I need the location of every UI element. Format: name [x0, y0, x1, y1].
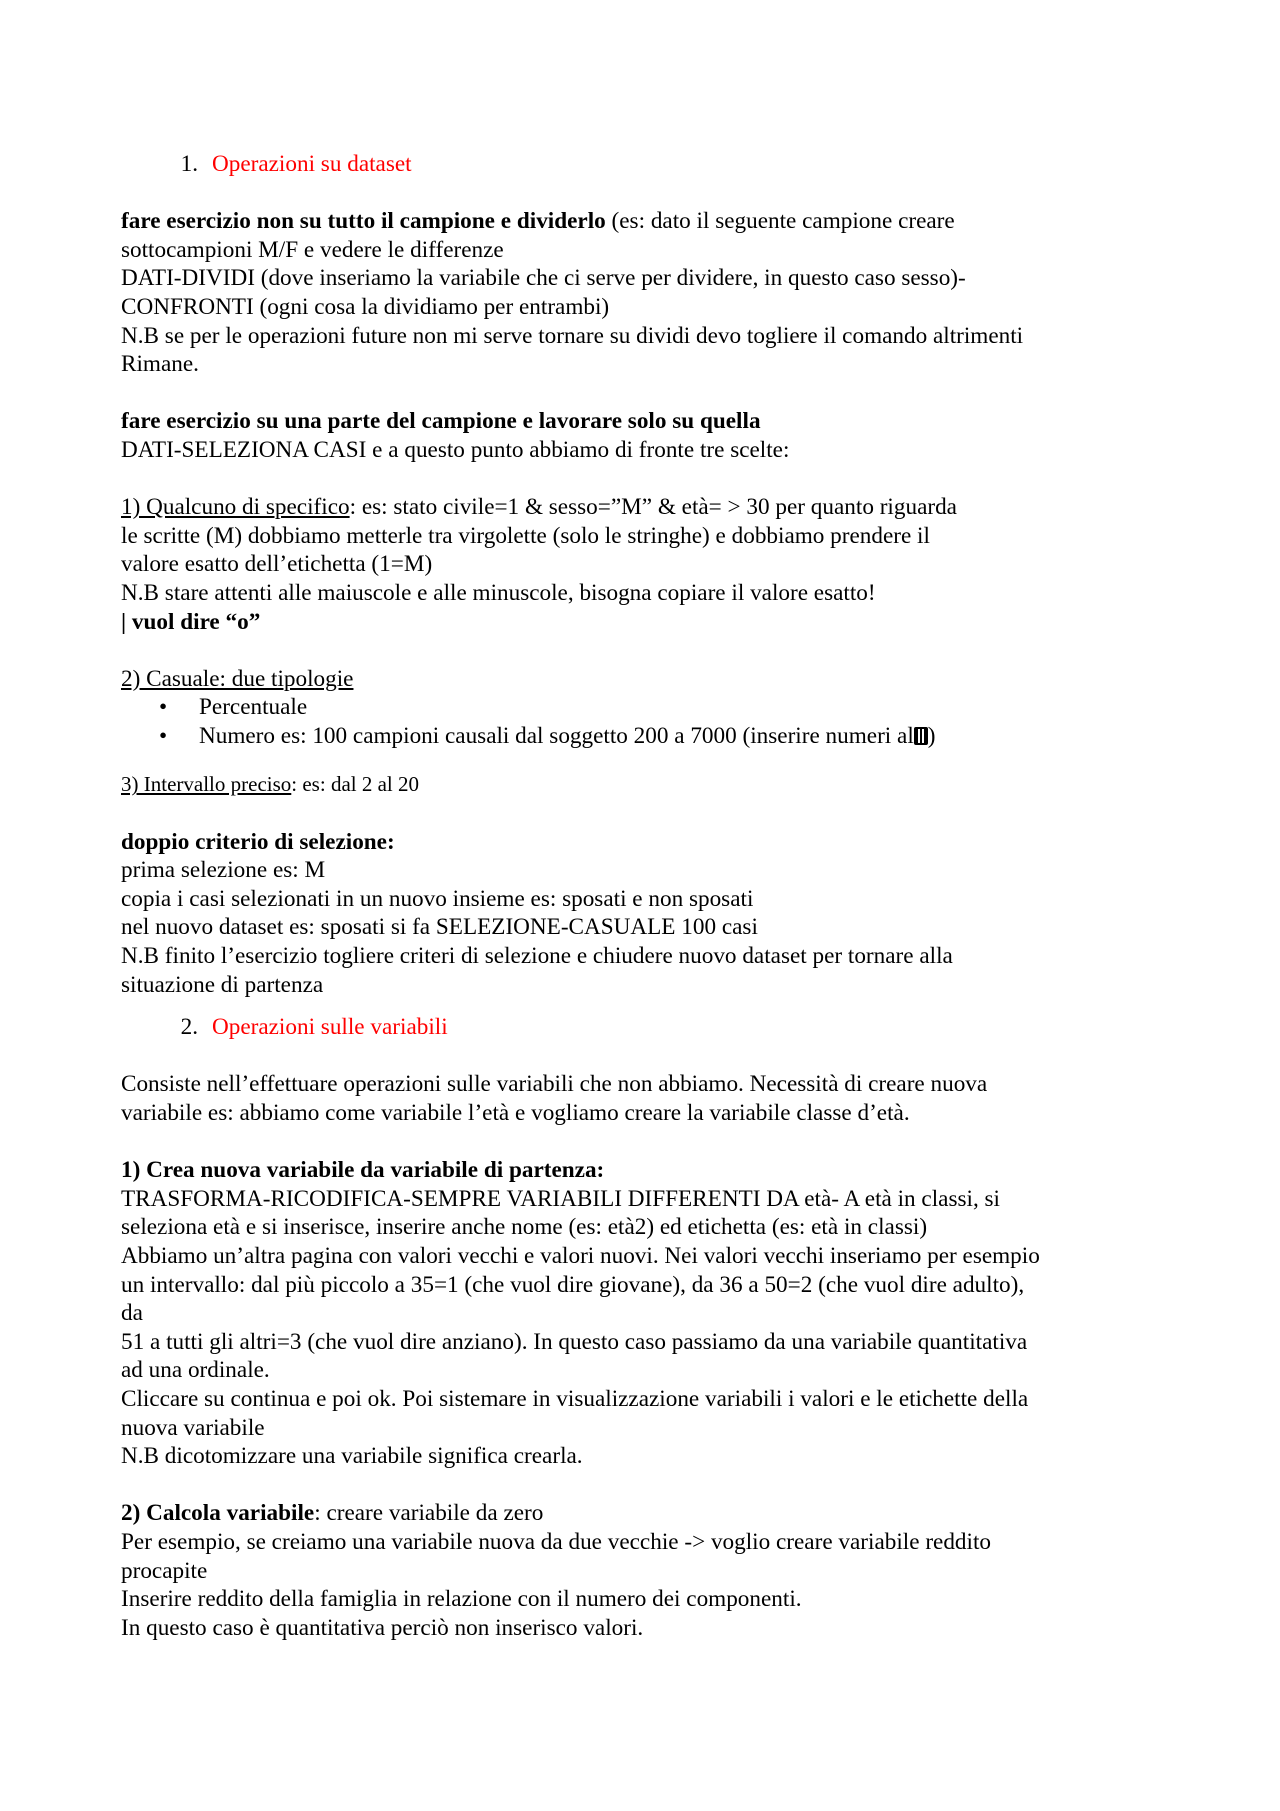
section-title: Operazioni sulle variabili [212, 1014, 448, 1041]
paragraph-line: procapite [121, 1557, 208, 1584]
paragraph-line [121, 764, 1161, 799]
option-label: 1) Qualcuno di specifico [121, 494, 350, 521]
text: ) [927, 722, 936, 749]
text: Numero es: 100 campioni causali dal soggetto 200 a 7000 (inserire numeri al [199, 722, 914, 749]
paragraph-line: TRASFORMA-RICODIFICA-SEMPRE VARIABILI DIFFERENTI DA età- A età in classi, si [121, 1185, 1001, 1212]
bullet-symbol: • [159, 722, 168, 749]
paragraph-line: valore esatto dell’etichetta (1=M) [121, 551, 433, 578]
spacer [121, 1471, 1161, 1500]
text: : es: stato civile=1 & sesso=”M” & età= > 30 per quanto riguarda [349, 494, 957, 521]
bold-lead: doppio criterio di selezione: [121, 828, 395, 855]
section-title: Operazioni su dataset [212, 151, 412, 177]
paragraph-line: 51 a tutti gli altri=3 (che vuol dire anziano). In questo caso passiamo da una variabile quantitativa [121, 1328, 1028, 1355]
paragraph-line: Cliccare su continua e poi ok. Poi sistemare in visualizzazione variabili i valori e le etichette della [121, 1385, 1029, 1412]
paragraph-line [121, 665, 1161, 694]
paragraph-line: situazione di partenza [121, 971, 324, 998]
spacer [121, 750, 1161, 764]
paragraph-line: CONFRONTI (ogni cosa la dividiamo per entrambi) [121, 293, 610, 320]
spacer [121, 1128, 1161, 1157]
bold-lead: fare esercizio su una parte del campione e lavorare solo su quella [121, 408, 761, 435]
section-number: 2. [180, 1014, 198, 1041]
paragraph-line: copia i casi selezionati in un nuovo insieme es: sposati e non sposati [121, 885, 754, 912]
paragraph-line: Inserire reddito della famiglia in relazione con il numero dei componenti. [121, 1586, 802, 1613]
section-number: 1. [180, 151, 198, 177]
paragraph-line: prima selezione es: M [121, 857, 326, 884]
list-item [121, 693, 1161, 722]
paragraph-line: sottocampioni M/F e vedere le differenze [121, 236, 504, 263]
paragraph-line: seleziona età e si inserisce, inserire anche nome (es: età2) ed etichetta (es: età in classi) [121, 1214, 928, 1241]
text: : creare variabile da zero [314, 1500, 544, 1527]
list-item-text [161, 722, 936, 751]
paragraph-line: N.B se per le operazioni future non mi serve tornare su dividi devo togliere il comando altrimenti [121, 322, 1024, 349]
list-item-text: Percentuale [199, 694, 308, 721]
section-heading-1 [121, 150, 1161, 179]
paragraph-line: nuova variabile [121, 1414, 265, 1441]
paragraph-line: le scritte (M) dobbiamo metterle tra virgolette (solo le stringhe) e dobbiamo prendere il [121, 522, 930, 549]
paragraph-line: N.B finito l’esercizio togliere criteri di selezione e chiudere nuovo dataset per tornare alla [121, 943, 953, 970]
section-heading-2 [121, 1013, 1161, 1042]
text: (es: dato il seguente campione creare [605, 208, 955, 235]
spacer [121, 636, 1161, 665]
bold-lead: fare esercizio non su tutto il campione e dividerlo [121, 208, 606, 235]
spacer [121, 465, 1161, 494]
spacer [121, 1042, 1161, 1071]
paragraph-line: nel nuovo dataset es: sposati si fa SELEZIONE-CASUALE 100 casi [121, 914, 758, 941]
option-label: 2) Casuale: due tipologie [121, 665, 354, 692]
bullet-symbol: • [159, 694, 168, 721]
list-item [121, 722, 1161, 751]
paragraph-line: Rimane. [121, 351, 199, 378]
paragraph-line: variabile es: abbiamo come variabile l’età e vogliamo creare la variabile classe d’età. [121, 1100, 910, 1126]
paragraph-line: da [121, 1300, 143, 1327]
spacer [121, 179, 1161, 208]
paragraph-line: DATI-SELEZIONA CASI e a questo punto abbiamo di fronte tre scelte: [121, 436, 790, 463]
paragraph-line: N.B dicotomizzare una variabile significa crearla. [121, 1443, 583, 1470]
document-page [121, 150, 1161, 1642]
paragraph-line: un intervallo: dal più piccolo a 35=1 (che vuol dire giovane), da 36 a 50=2 (che vuol dire adulto), [121, 1271, 1025, 1298]
paragraph-line [121, 1499, 1161, 1528]
spacer [121, 379, 1161, 408]
bold-lead: 1) Crea nuova variabile da variabile di partenza: [121, 1157, 605, 1184]
paragraph-line [121, 207, 1161, 236]
paragraph-line: ad una ordinale. [121, 1357, 270, 1384]
phone-icon [914, 727, 928, 745]
paragraph-line: Consiste nell’effettuare operazioni sulle variabili che non abbiamo. Necessità di creare nuova [121, 1071, 988, 1098]
bold-note: | vuol dire “o” [121, 608, 261, 635]
text: : es: dal 2 al 20 [291, 772, 420, 797]
spacer [121, 999, 1161, 1013]
paragraph-line: DATI-DIVIDI (dove inseriamo la variabile che ci serve per dividere, in questo caso sesso)- [121, 265, 966, 292]
paragraph-line: Abbiamo un’altra pagina con valori vecchi e valori nuovi. Nei valori vecchi inseriamo per esempio [121, 1242, 1040, 1269]
bold-lead: 2) Calcola variabile [121, 1500, 315, 1527]
paragraph-line: In questo caso è quantitativa perciò non inserisco valori. [121, 1614, 644, 1641]
spacer [121, 799, 1161, 828]
paragraph-line: N.B stare attenti alle maiuscole e alle minuscole, bisogna copiare il valore esatto! [121, 579, 876, 606]
option-label: 3) Intervallo preciso [121, 772, 292, 797]
paragraph-line: Per esempio, se creiamo una variabile nuova da due vecchie -> voglio creare variabile reddito [121, 1528, 991, 1555]
paragraph-line [121, 493, 1161, 522]
